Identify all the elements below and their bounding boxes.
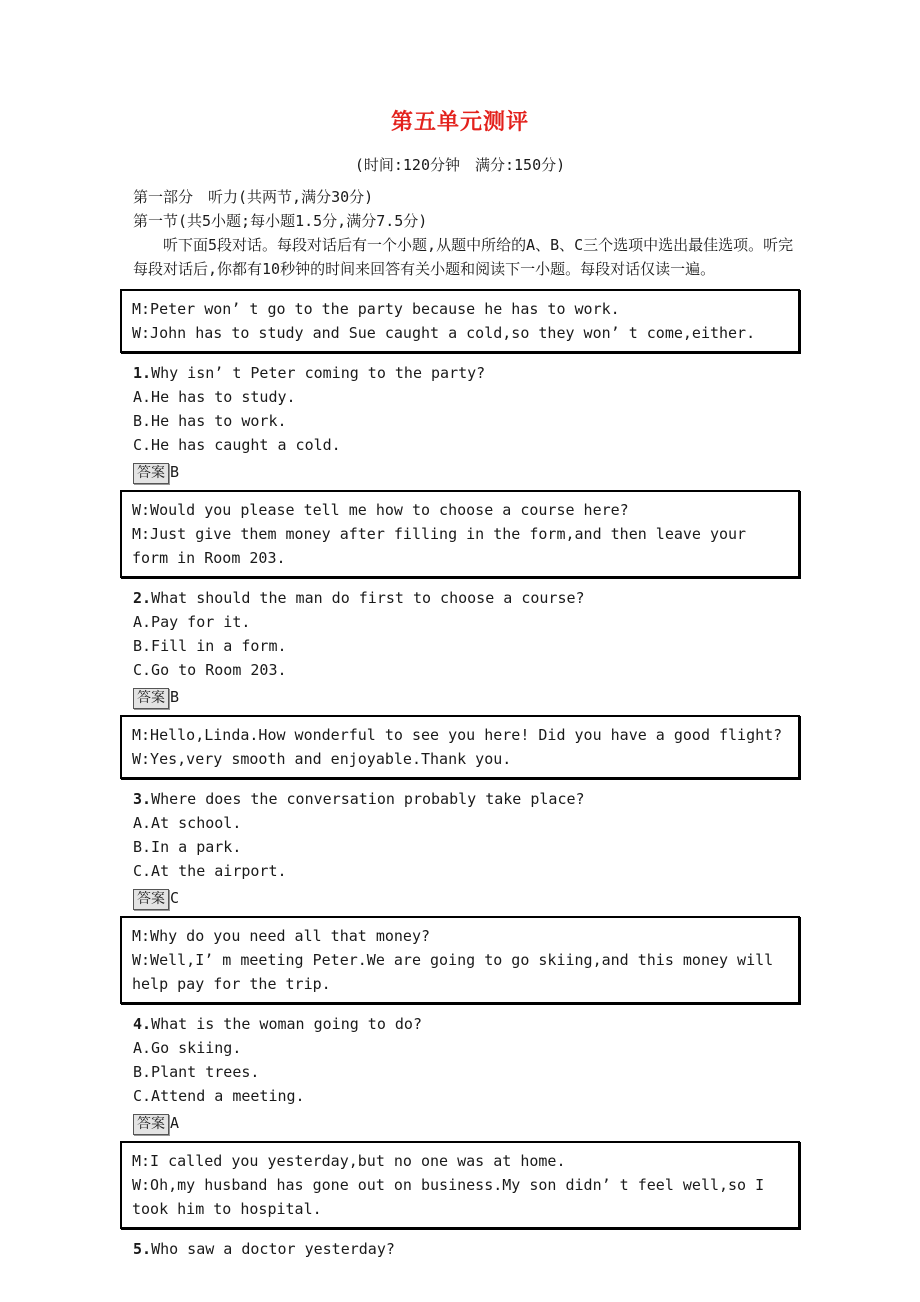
- answer-value: C: [170, 889, 180, 907]
- question-number: 4.: [133, 1015, 152, 1033]
- question-5: [133, 1237, 800, 1261]
- question-1: [133, 361, 800, 385]
- question-text: Where does the conversation probably take place?: [151, 790, 585, 808]
- option-b: B.Fill in a form.: [133, 637, 287, 655]
- answer-value: B: [170, 463, 180, 481]
- part-heading: 第一部分 听力(共两节,满分30分): [133, 188, 374, 206]
- dialogue-box-5: [120, 1141, 800, 1229]
- answer-label: 答案: [133, 688, 169, 709]
- question-number: 1.: [133, 364, 152, 382]
- dialogue-line: M:Just give them money after filling in the form,and then leave your form in Room 203.: [132, 525, 747, 567]
- option-a: A.He has to study.: [133, 388, 296, 406]
- option-a: A.Pay for it.: [133, 613, 251, 631]
- dialogue-box-4: [120, 916, 800, 1004]
- answer-value: B: [170, 688, 180, 706]
- question-text: What is the woman going to do?: [151, 1015, 422, 1033]
- dialogue-box-1: [120, 289, 800, 353]
- question-text: Who saw a doctor yesterday?: [151, 1240, 395, 1258]
- answer-label: 答案: [133, 463, 169, 484]
- option-b: B.In a park.: [133, 838, 242, 856]
- option-a: A.At school.: [133, 814, 242, 832]
- question-number: 2.: [133, 589, 152, 607]
- dialogue-box-3: [120, 715, 800, 779]
- question-text: Why isn’ t Peter coming to the party?: [151, 364, 486, 382]
- listening-instructions: 听下面5段对话。每段对话后有一个小题,从题中所给的A、B、C三个选项中选出最佳选项。听完每段对话后,你都有10秒钟的时间来回答有关小题和阅读下一小题。每段对话仅读一遍。: [133, 236, 794, 278]
- dialogue-line: W:Oh,my husband has gone out on business.My son didn’ t feel well,so I took him to hospital.: [132, 1176, 765, 1218]
- dialogue-line: M:Why do you need all that money?: [132, 927, 431, 945]
- answer-label: 答案: [133, 1114, 169, 1135]
- question-number: 5.: [133, 1240, 152, 1258]
- option-c: C.He has caught a cold.: [133, 436, 341, 454]
- section-heading: 第一节(共5小题;每小题1.5分,满分7.5分): [133, 212, 428, 230]
- dialogue-box-2: [120, 490, 800, 578]
- dialogue-line: W:Well,I’ m meeting Peter.We are going to go skiing,and this money will help pay for the trip.: [132, 951, 774, 993]
- option-c: C.Go to Room 203.: [133, 661, 287, 679]
- page-title: 第五单元测评: [390, 110, 529, 135]
- question-text: What should the man do first to choose a course?: [151, 589, 585, 607]
- answer-row-2: [133, 686, 800, 709]
- answer-value: A: [170, 1114, 180, 1132]
- answer-row-4: [133, 1112, 800, 1135]
- option-c: C.Attend a meeting.: [133, 1087, 305, 1105]
- dialogue-line: W:John has to study and Sue caught a cold,so they won’ t come,either.: [132, 324, 756, 342]
- option-a: A.Go skiing.: [133, 1039, 242, 1057]
- dialogue-line: M:I called you yesterday,but no one was at home.: [132, 1152, 566, 1170]
- dialogue-line: M:Hello,Linda.How wonderful to see you here! Did you have a good flight?: [132, 726, 783, 744]
- exam-meta: (时间:120分钟 满分:150分): [354, 156, 566, 174]
- dialogue-line: W:Would you please tell me how to choose a course here?: [132, 501, 629, 519]
- option-b: B.He has to work.: [133, 412, 287, 430]
- answer-label: 答案: [133, 889, 169, 910]
- answer-row-1: [133, 461, 800, 484]
- option-b: B.Plant trees.: [133, 1063, 260, 1081]
- question-4: [133, 1012, 800, 1036]
- option-c: C.At the airport.: [133, 862, 287, 880]
- exam-content: [133, 185, 800, 1261]
- question-3: [133, 787, 800, 811]
- dialogue-line: W:Yes,very smooth and enjoyable.Thank you.: [132, 750, 512, 768]
- question-2: [133, 586, 800, 610]
- answer-row-3: [133, 887, 800, 910]
- dialogue-line: M:Peter won’ t go to the party because he has to work.: [132, 300, 620, 318]
- question-number: 3.: [133, 790, 152, 808]
